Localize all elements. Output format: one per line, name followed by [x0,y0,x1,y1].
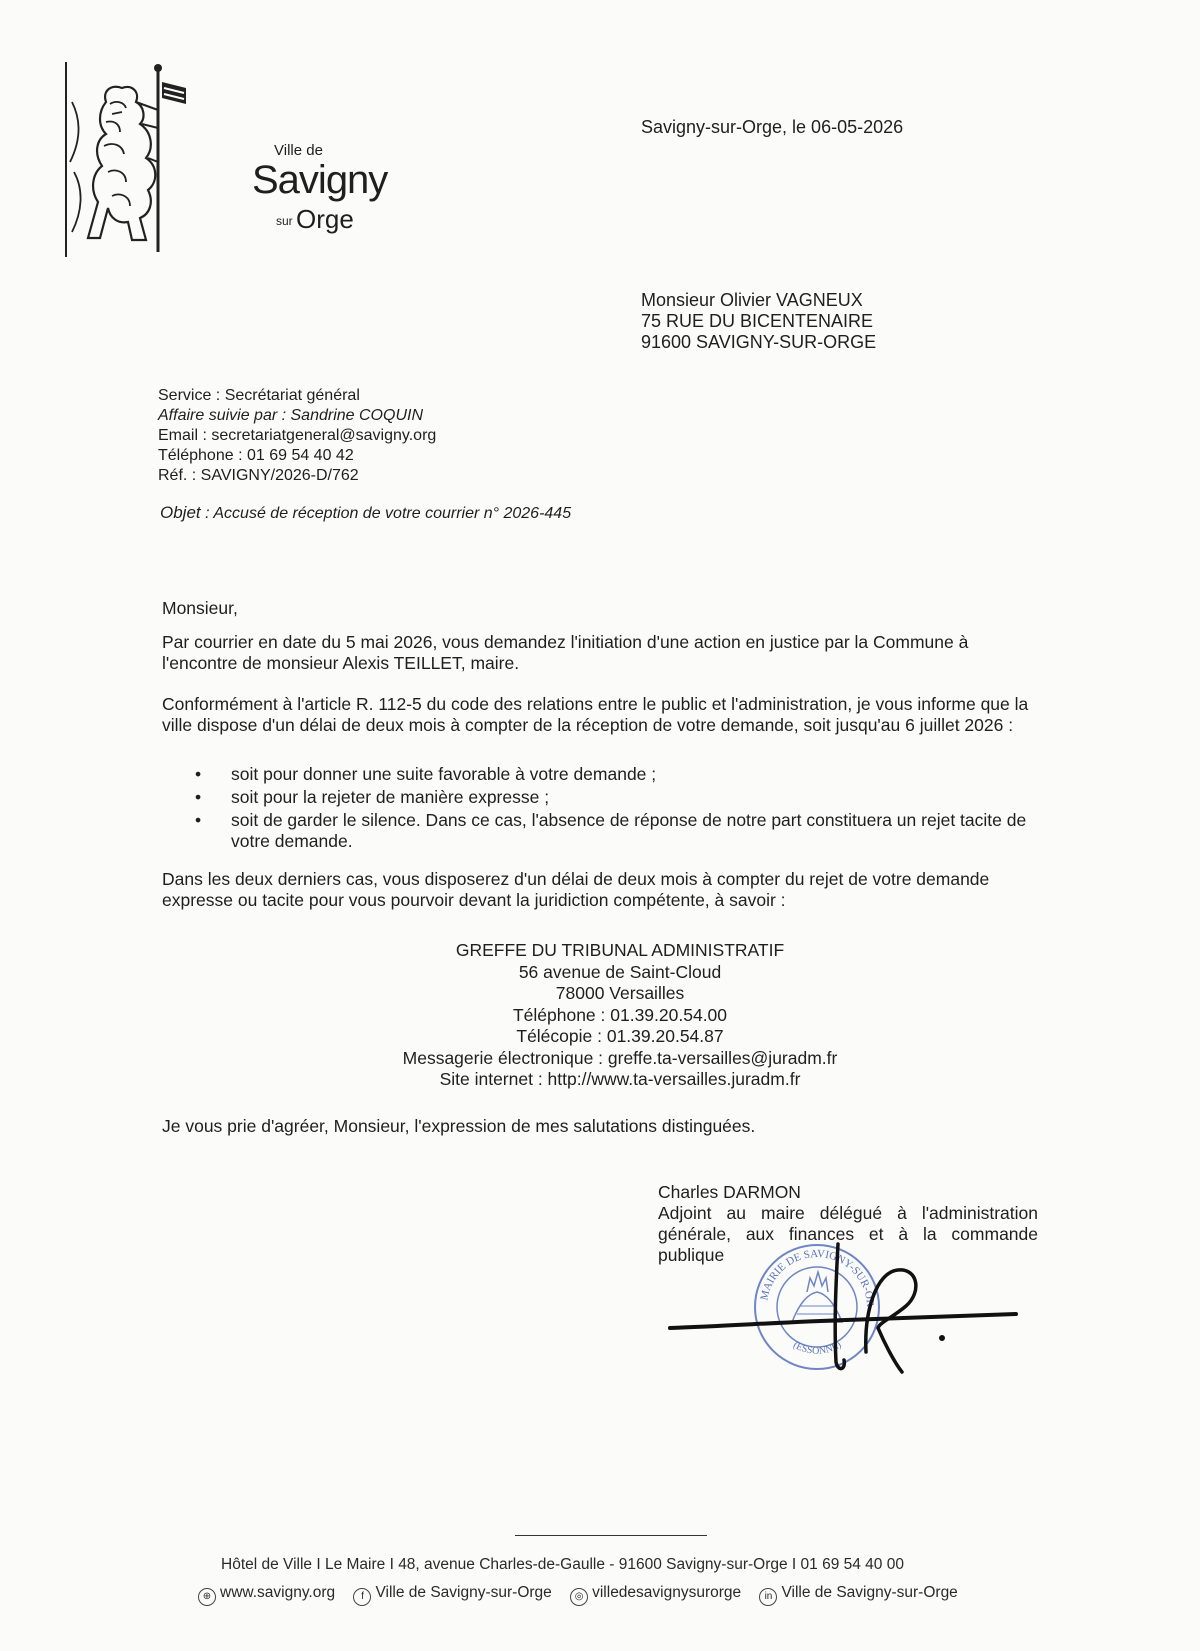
paragraph-delay: Conformément à l'article R. 112-5 du code des relations entre le public et l'administration, je vous informe que la ville dispose d'un délai de deux mois à compter de la réception de votre demande, soit jusqu'au 6 juillet 2026 : [162,694,1029,735]
globe-icon: ⊕ [198,1588,216,1606]
subject-text: : Accusé de réception de votre courrier n° 2026-445 [200,505,572,522]
lion-emblem-icon [62,62,202,272]
footer-linkedin[interactable]: Ville de Savigny-sur-Orge [781,1584,958,1601]
svg-text:(ESSONNE): (ESSONNE) [791,1339,844,1357]
logo-sur: sur [276,214,293,228]
closing-formula: Je vous prie d'agréer, Monsieur, l'expression de mes salutations distinguées. [162,1116,756,1136]
affaire-line: Affaire suivie par : Sandrine COQUIN [158,407,423,424]
signer-name: Charles DARMON [658,1182,801,1202]
tribunal-email: Messagerie électronique : greffe.ta-versailles@juradm.fr [402,1047,838,1068]
tribunal-address [300,940,940,1091]
recipient-name: Monsieur Olivier VAGNEUX [641,290,863,310]
svg-text:MAIRIE DE SAVIGNY-SUR-ORGE: MAIRIE DE SAVIGNY-SUR-OR [758,1247,877,1308]
paragraph-request: Par courrier en date du 5 mai 2026, vous demandez l'initiation d'une action en justice par la Commune à l'encontre de monsieur Alexis TEILLET, maire. [162,632,969,673]
reference-line: Réf. : SAVIGNY/2026-D/762 [158,467,359,484]
footer-address: Hôtel de Ville I Le Maire I 48, avenue Charles-de-Gaulle - 91600 Savigny-sur-Orge I 01 69 54 40 00 [221,1556,904,1573]
signature-icon [666,1232,1046,1392]
tribunal-website: Site internet : http://www.ta-versailles.juradm.fr [439,1069,801,1089]
logo-orge: Orge [296,204,354,234]
logo-savigny: Savigny [252,158,388,202]
signer-title: Adjoint au maire délégué à l'administration générale, aux finances et à la commande publique [658,1203,1038,1265]
telephone-line: Téléphone : 01 69 54 40 42 [158,447,354,464]
footer-social [198,1584,958,1606]
recipient-address [641,290,876,353]
service-line: Service : Secrétariat général [158,387,360,404]
paragraph-appeal: Dans les deux derniers cas, vous disposerez d'un délai de deux mois à compter du rejet de votre demande expresse ou tacite pour vous pourvoir devant la juridiction compétente, à savoir : [162,869,990,910]
list-item: • soit pour donner une suite favorable à votre demande ; [195,764,1035,785]
footer-facebook[interactable]: Ville de Savigny-sur-Orge [375,1584,552,1601]
facebook-icon: f [353,1588,371,1606]
list-item: • soit pour la rejeter de manière expresse ; [195,787,1035,808]
recipient-street: 75 RUE DU BICENTENAIRE [641,311,874,331]
logo-ville-de: Ville de [274,142,323,159]
letter-date: Savigny-sur-Orge, le 06-05-2026 [641,117,904,137]
options-list [195,764,1035,854]
handwritten-signature [666,1232,1046,1392]
linkedin-icon: in [759,1588,777,1606]
recipient-city: 91600 SAVIGNY-SUR-ORGE [641,332,877,352]
footer-website[interactable]: www.savigny.org [220,1584,336,1601]
footer-divider [515,1535,707,1536]
salutation: Monsieur, [162,598,238,618]
tribunal-street: 56 avenue de Saint-Cloud [518,961,722,982]
subject-line [160,503,571,523]
tribunal-city: 78000 Versailles [555,983,685,1003]
city-logo [62,62,388,272]
sender-info [158,386,436,486]
instagram-icon: ◎ [570,1588,588,1606]
footer-instagram[interactable]: villedesavignysurorge [592,1584,742,1601]
tribunal-telecopie: Télécopie : 01.39.20.54.87 [516,1026,724,1046]
subject-label: Objet [160,503,201,522]
list-item: • soit de garder le silence. Dans ce cas, l'absence de réponse de notre part constituera un rejet tacite de votre demande. [195,810,1035,852]
tribunal-telephone: Téléphone : 01.39.20.54.00 [512,1004,728,1025]
tribunal-name: GREFFE DU TRIBUNAL ADMINISTRATIF [455,940,785,960]
email-line: Email : secretariatgeneral@savigny.org [158,427,437,444]
